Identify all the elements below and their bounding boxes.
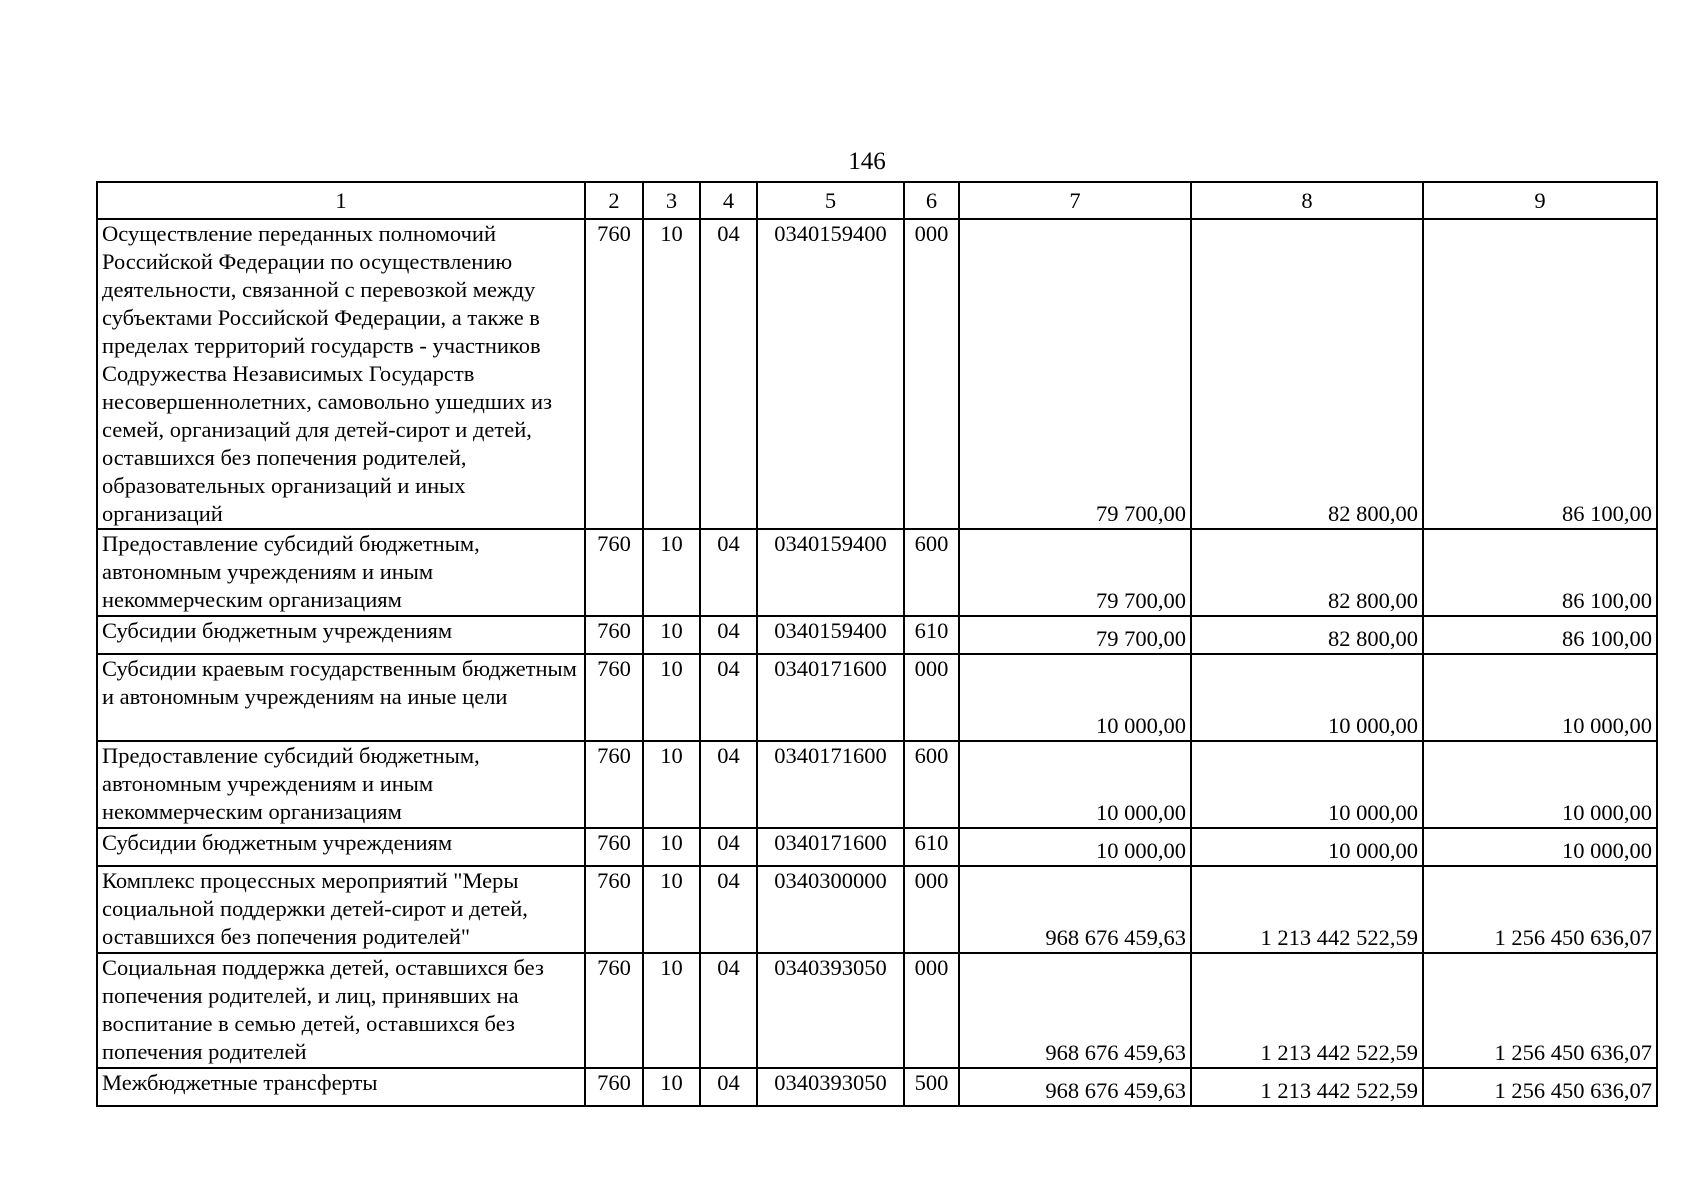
code-col-4: 04 [700,219,757,529]
code-col-2: 760 [585,219,643,529]
code-col-5: 0340159400 [757,529,904,616]
table-row [97,529,1657,616]
column-header: 6 [904,182,959,219]
amount-col-7: 10 000,00 [959,654,1191,741]
row-name: Социальная поддержка детей, оставшихся без попечения родителей, и лиц, принявших на воспитание в семью детей, оставшихся без попечения родителей [97,953,585,1068]
amount-col-9: 10 000,00 [1423,654,1657,741]
amount-col-7: 968 676 459,63 [959,866,1191,953]
code-col-5: 0340159400 [757,616,904,654]
code-col-5: 0340300000 [757,866,904,953]
code-col-2: 760 [585,866,643,953]
row-name: Комплекс процессных мероприятий "Меры социальной поддержки детей-сирот и детей, оставшихся без попечения родителей" [97,866,585,953]
amount-col-8: 82 800,00 [1191,529,1423,616]
amount-col-7: 79 700,00 [959,616,1191,654]
code-col-4: 04 [700,866,757,953]
amount-col-8: 82 800,00 [1191,616,1423,654]
row-name: Осуществление переданных полномочий Российской Федерации по осуществлению деятельности, связанной с перевозкой между субъектами Российской Федерации, а также в пределах территорий государств - участников Содружества Независимых Государств несовершеннолетних, самовольно ушедших из семей, организаций для детей-сирот и детей, оставшихся без попечения родителей, образовательных организаций и иных организаций [97,219,585,529]
amount-col-8: 1 213 442 522,59 [1191,866,1423,953]
amount-col-9: 86 100,00 [1423,219,1657,529]
code-col-4: 04 [700,1068,757,1106]
budget-table [96,181,1658,1107]
amount-col-7: 968 676 459,63 [959,1068,1191,1106]
code-col-3: 10 [643,616,700,654]
code-col-5: 0340393050 [757,953,904,1068]
code-col-2: 760 [585,828,643,866]
row-name: Межбюджетные трансферты [97,1068,585,1106]
amount-col-9: 10 000,00 [1423,741,1657,828]
code-col-4: 04 [700,828,757,866]
code-col-2: 760 [585,741,643,828]
row-name: Субсидии краевым государственным бюджетным и автономным учреждениям на иные цели [97,654,585,741]
code-col-6: 600 [904,741,959,828]
page-number: 146 [848,148,886,175]
amount-col-8: 10 000,00 [1191,741,1423,828]
amount-col-7: 10 000,00 [959,828,1191,866]
code-col-4: 04 [700,616,757,654]
code-col-3: 10 [643,866,700,953]
table-row [97,828,1657,866]
code-col-6: 610 [904,616,959,654]
row-name: Субсидии бюджетным учреждениям [97,828,585,866]
column-number-header-row [97,182,1657,219]
code-col-5: 0340159400 [757,219,904,529]
amount-col-8: 82 800,00 [1191,219,1423,529]
code-col-2: 760 [585,953,643,1068]
code-col-3: 10 [643,741,700,828]
row-name: Предоставление субсидий бюджетным, автономным учреждениям и иным некоммерческим организациям [97,529,585,616]
table-row [97,616,1657,654]
code-col-4: 04 [700,741,757,828]
code-col-3: 10 [643,1068,700,1106]
amount-col-9: 86 100,00 [1423,616,1657,654]
row-name: Субсидии бюджетным учреждениям [97,616,585,654]
code-col-6: 500 [904,1068,959,1106]
amount-col-9: 1 256 450 636,07 [1423,953,1657,1068]
code-col-5: 0340171600 [757,654,904,741]
table-row [97,219,1657,529]
amount-col-8: 1 213 442 522,59 [1191,1068,1423,1106]
code-col-3: 10 [643,219,700,529]
column-header: 9 [1423,182,1657,219]
code-col-3: 10 [643,828,700,866]
code-col-6: 000 [904,866,959,953]
column-header: 4 [700,182,757,219]
code-col-6: 000 [904,953,959,1068]
amount-col-8: 10 000,00 [1191,654,1423,741]
table-row [97,654,1657,741]
code-col-4: 04 [700,529,757,616]
code-col-2: 760 [585,616,643,654]
column-header: 3 [643,182,700,219]
column-header: 2 [585,182,643,219]
code-col-5: 0340171600 [757,741,904,828]
code-col-6: 000 [904,654,959,741]
code-col-6: 000 [904,219,959,529]
code-col-6: 600 [904,529,959,616]
amount-col-9: 86 100,00 [1423,529,1657,616]
amount-col-7: 10 000,00 [959,741,1191,828]
code-col-4: 04 [700,953,757,1068]
table-row [97,953,1657,1068]
column-header: 8 [1191,182,1423,219]
amount-col-9: 1 256 450 636,07 [1423,1068,1657,1106]
code-col-2: 760 [585,529,643,616]
table-row [97,1068,1657,1106]
amount-col-9: 10 000,00 [1423,828,1657,866]
amount-col-8: 10 000,00 [1191,828,1423,866]
column-header: 7 [959,182,1191,219]
column-header: 1 [97,182,585,219]
amount-col-7: 968 676 459,63 [959,953,1191,1068]
code-col-5: 0340393050 [757,1068,904,1106]
amount-col-7: 79 700,00 [959,219,1191,529]
code-col-3: 10 [643,529,700,616]
column-header: 5 [757,182,904,219]
code-col-6: 610 [904,828,959,866]
code-col-4: 04 [700,654,757,741]
code-col-5: 0340171600 [757,828,904,866]
code-col-2: 760 [585,654,643,741]
code-col-2: 760 [585,1068,643,1106]
table-row [97,866,1657,953]
amount-col-8: 1 213 442 522,59 [1191,953,1423,1068]
code-col-3: 10 [643,953,700,1068]
row-name: Предоставление субсидий бюджетным, автономным учреждениям и иным некоммерческим организациям [97,741,585,828]
amount-col-9: 1 256 450 636,07 [1423,866,1657,953]
code-col-3: 10 [643,654,700,741]
amount-col-7: 79 700,00 [959,529,1191,616]
table-row [97,741,1657,828]
